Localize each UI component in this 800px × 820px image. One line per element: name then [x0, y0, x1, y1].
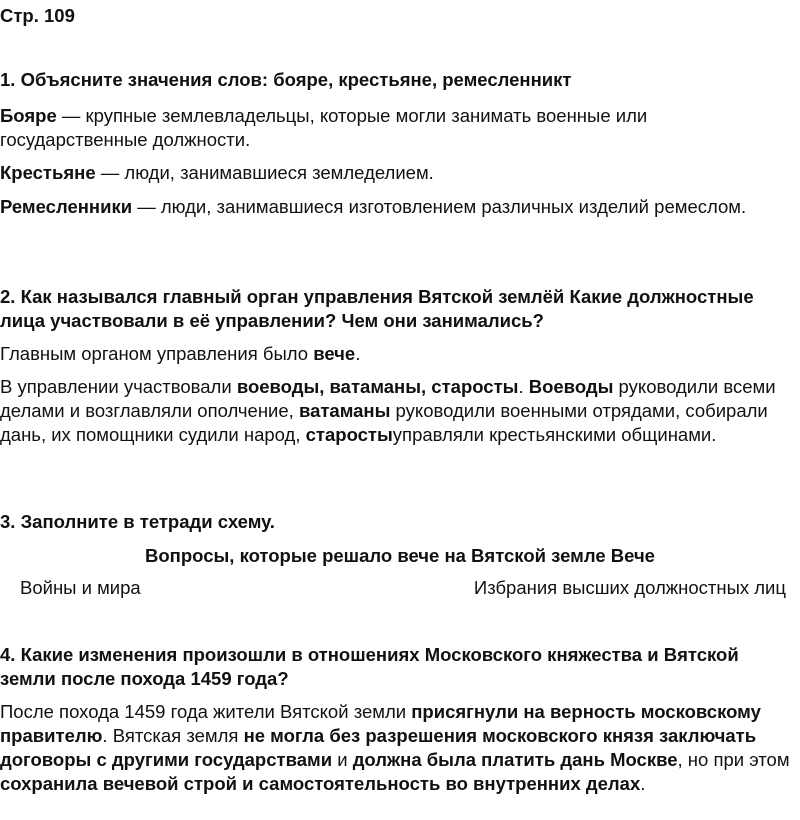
answer-2-paragraph-1: Главным органом управления было вече. [0, 343, 361, 364]
definition-text: люди, занимавшиеся земледелием. [124, 162, 434, 183]
page-number: Стр. 109 [0, 5, 75, 26]
scheme-title: Вопросы, которые решало вече на Вятской земле Вече [145, 545, 655, 566]
definition-krestyane: Крестьяне — люди, занимавшиеся земледелием. [0, 162, 434, 183]
term-krestyane: Крестьяне [0, 162, 96, 183]
scheme-item-war-peace: Войны и мира [20, 577, 141, 598]
definition-remeslenniki: Ремесленники — люди, занимавшиеся изготовлением различных изделий ремеслом. [0, 196, 747, 217]
question-3-title: 3. Заполните в тетради схему. [0, 511, 275, 532]
term-remeslenniki: Ремесленники [0, 196, 133, 217]
definition-boyare: Бояре — крупные землевладельцы, которые могли занимать военные или государственные должности. [0, 105, 648, 150]
question-1-title: 1. Объясните значения слов: бояре, крестьяне, ремесленникт [0, 69, 572, 90]
term-veche: вече [313, 343, 356, 364]
question-2-title: 2. Как назывался главный орган управления Вятской землёй Какие должностные лица участвовали в её управлении? Чем они занимались? [0, 286, 754, 331]
scheme-item-elections: Избрания высших должностных лиц [473, 577, 786, 598]
definition-text: крупные землевладельцы, которые могли занимать военные или государственные должности. [0, 105, 648, 150]
answer-2-paragraph-2: В управлении участвовали воеводы, ватаманы, старосты. Воеводы руководили всеми делами и возглавляли ополчение, ватаманы руководили военными отрядами, собирали дань, их помощники судили народ, старостыуправляли крестьянскими общинами. [0, 376, 776, 445]
answer-4-paragraph: После похода 1459 года жители Вятской земли присягнули на верность московскому правителю. Вятская земля не могла без разрешения московского князя заключать договоры с другими государствами и должна была платить дань Москве, но при этом сохранила вечевой строй и самостоятельность во внутренних делах. [0, 701, 790, 794]
term-boyare: Бояре [0, 105, 57, 126]
definition-text: люди, занимавшиеся изготовлением различных изделий ремеслом. [160, 196, 747, 217]
question-4-title: 4. Какие изменения произошли в отношениях Московского княжества и Вятской земли после похода 1459 года? [0, 644, 739, 689]
